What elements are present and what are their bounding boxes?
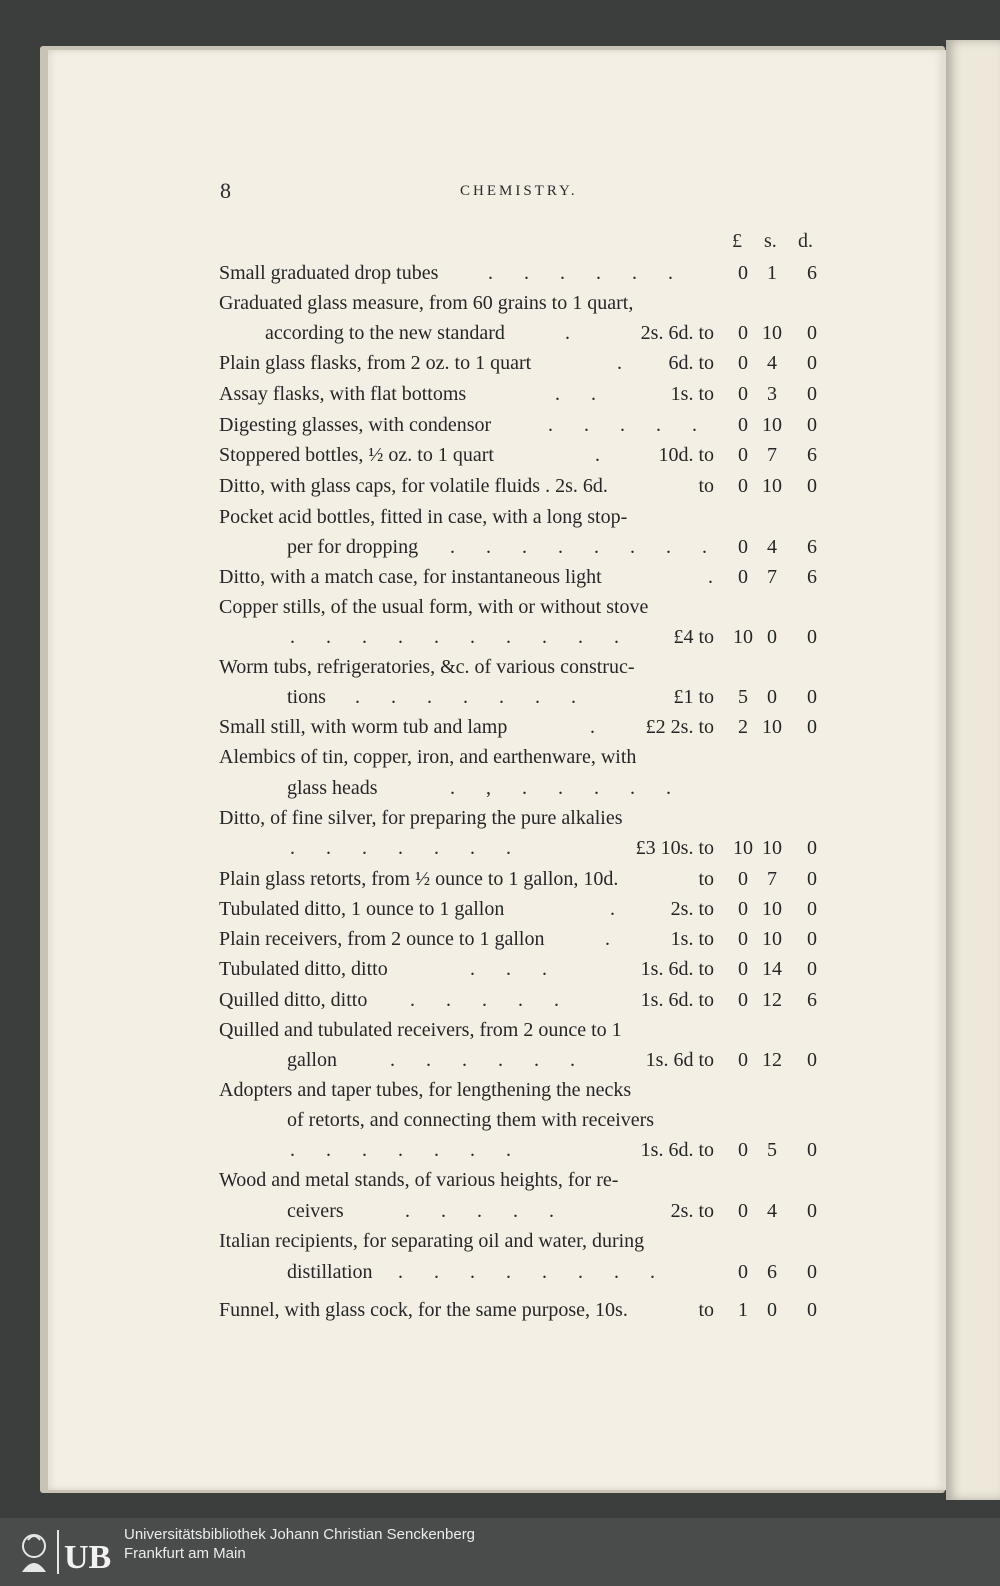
leader-dots: . bbox=[610, 898, 615, 920]
item-description: Stoppered bottles, ½ oz. to 1 quart bbox=[219, 444, 494, 466]
list-item bbox=[0, 837, 1000, 867]
pence-value: 6 bbox=[807, 989, 817, 1011]
shillings-value: 0 bbox=[767, 686, 777, 708]
pence-value: 0 bbox=[807, 958, 817, 980]
pence-value: 0 bbox=[807, 352, 817, 374]
item-description: distillation bbox=[287, 1261, 373, 1283]
list-item bbox=[0, 777, 1000, 807]
leader-dots: . , . . . . . bbox=[450, 777, 671, 799]
price-range: 1s. to bbox=[670, 928, 714, 950]
list-item bbox=[0, 716, 1000, 746]
shillings-value: 3 bbox=[767, 383, 777, 405]
shillings-value: 4 bbox=[767, 1200, 777, 1222]
list-item bbox=[0, 1261, 1000, 1291]
pounds-value: 0 bbox=[738, 1200, 748, 1222]
pounds-value: 0 bbox=[738, 566, 748, 588]
pounds-value: 0 bbox=[738, 536, 748, 558]
shillings-value: 7 bbox=[767, 444, 777, 466]
item-description: Worm tubs, refrigeratories, &c. of various construc- bbox=[219, 656, 635, 678]
pence-value: 0 bbox=[807, 1261, 817, 1283]
list-item bbox=[0, 536, 1000, 566]
list-item bbox=[0, 292, 1000, 322]
library-logo bbox=[8, 1524, 120, 1580]
item-description: Pocket acid bottles, fitted in case, with a long stop- bbox=[219, 506, 628, 528]
pence-value: 0 bbox=[807, 383, 817, 405]
leader-dots: . . . . . bbox=[548, 414, 697, 436]
pounds-value: 0 bbox=[738, 262, 748, 284]
shillings-value: 10 bbox=[762, 716, 782, 738]
shillings-value: 6 bbox=[767, 1261, 777, 1283]
list-item bbox=[0, 352, 1000, 382]
item-description: Tubulated ditto, 1 ounce to 1 gallon bbox=[219, 898, 505, 920]
item-description: Quilled ditto, ditto bbox=[219, 989, 368, 1011]
list-item bbox=[0, 475, 1000, 505]
list-item bbox=[0, 928, 1000, 958]
leader-dots: . . . . . . . . . . bbox=[290, 626, 619, 648]
leader-dots: . bbox=[617, 352, 622, 374]
list-item bbox=[0, 383, 1000, 413]
shillings-value: 7 bbox=[767, 566, 777, 588]
pounds-header: £ bbox=[732, 230, 742, 252]
list-item bbox=[0, 958, 1000, 988]
price-range: 1s. to bbox=[670, 383, 714, 405]
pounds-value: 5 bbox=[738, 686, 748, 708]
price-range: £3 10s. to bbox=[635, 837, 714, 859]
list-item bbox=[0, 1169, 1000, 1199]
pence-value: 0 bbox=[807, 414, 817, 436]
list-item bbox=[0, 989, 1000, 1019]
price-range: £1 to bbox=[673, 686, 714, 708]
item-description: Ditto, with a match case, for instantaneous light bbox=[219, 566, 602, 588]
library-city: Frankfurt am Main bbox=[124, 1545, 246, 1562]
price-range: to bbox=[698, 475, 714, 497]
pence-value: 6 bbox=[807, 262, 817, 284]
leader-dots: . . . . . . . bbox=[290, 837, 511, 859]
item-description: Adopters and taper tubes, for lengthening the necks bbox=[219, 1079, 632, 1101]
pounds-value: 0 bbox=[738, 1049, 748, 1071]
item-description: Plain receivers, from 2 ounce to 1 gallon bbox=[219, 928, 545, 950]
list-item bbox=[0, 1139, 1000, 1169]
pence-value: 0 bbox=[807, 1200, 817, 1222]
shillings-value: 7 bbox=[767, 868, 777, 890]
item-description: Funnel, with glass cock, for the same purpose, 10s. bbox=[219, 1299, 628, 1321]
item-description: of retorts, and connecting them with receivers bbox=[287, 1109, 655, 1131]
shillings-value: 14 bbox=[762, 958, 782, 980]
list-item bbox=[0, 807, 1000, 837]
item-description: Small graduated drop tubes bbox=[219, 262, 439, 284]
item-description: ceivers bbox=[287, 1200, 344, 1222]
pounds-value: 0 bbox=[738, 444, 748, 466]
price-range: to bbox=[698, 868, 714, 890]
pence-value: 0 bbox=[807, 475, 817, 497]
shillings-value: 10 bbox=[762, 475, 782, 497]
list-item bbox=[0, 626, 1000, 656]
item-description: tions bbox=[287, 686, 326, 708]
shillings-value: 10 bbox=[762, 928, 782, 950]
shillings-value: 0 bbox=[767, 626, 777, 648]
item-description: Graduated glass measure, from 60 grains to 1 quart, bbox=[219, 292, 634, 314]
list-item bbox=[0, 596, 1000, 626]
list-item bbox=[0, 1200, 1000, 1230]
leader-dots: . bbox=[605, 928, 610, 950]
item-description: Plain glass flasks, from 2 oz. to 1 quart bbox=[219, 352, 532, 374]
list-item bbox=[0, 1049, 1000, 1079]
leader-dots: . bbox=[595, 444, 600, 466]
pounds-value: 0 bbox=[738, 898, 748, 920]
library-footer bbox=[0, 1518, 1000, 1586]
price-range: 6d. to bbox=[668, 352, 714, 374]
list-item bbox=[0, 868, 1000, 898]
price-range: 2s. to bbox=[670, 898, 714, 920]
pounds-value: 10 bbox=[733, 626, 753, 648]
list-item bbox=[0, 1019, 1000, 1049]
item-description: Quilled and tubulated receivers, from 2 ounce to 1 bbox=[219, 1019, 622, 1041]
leader-dots: . . . . . . bbox=[390, 1049, 575, 1071]
price-range: 2s. 6d. to bbox=[640, 322, 714, 344]
shillings-value: 12 bbox=[762, 989, 782, 1011]
item-description: according to the new standard bbox=[265, 322, 505, 344]
item-description: Assay flasks, with flat bottoms bbox=[219, 383, 467, 405]
leader-dots: . bbox=[708, 566, 713, 588]
list-item bbox=[0, 1299, 1000, 1329]
price-range: £2 2s. to bbox=[645, 716, 714, 738]
pence-value: 0 bbox=[807, 1049, 817, 1071]
item-description: Digesting glasses, with condensor bbox=[219, 414, 492, 436]
shillings-value: 12 bbox=[762, 1049, 782, 1071]
pounds-value: 0 bbox=[738, 352, 748, 374]
price-range: 2s. to bbox=[670, 1200, 714, 1222]
list-item bbox=[0, 322, 1000, 352]
leader-dots: . . . . . bbox=[410, 989, 559, 1011]
leader-dots: . bbox=[565, 322, 570, 344]
item-description: Plain glass retorts, from ½ ounce to 1 gallon, 10d. bbox=[219, 868, 619, 890]
list-item bbox=[0, 566, 1000, 596]
item-description: Copper stills, of the usual form, with or without stove bbox=[219, 596, 649, 618]
item-description: Small still, with worm tub and lamp bbox=[219, 716, 508, 738]
list-item bbox=[0, 656, 1000, 686]
leader-dots: . . bbox=[555, 383, 596, 405]
shillings-value: 5 bbox=[767, 1139, 777, 1161]
item-description: glass heads bbox=[287, 777, 378, 799]
shillings-value: 10 bbox=[762, 322, 782, 344]
pence-value: 6 bbox=[807, 566, 817, 588]
list-item bbox=[0, 1079, 1000, 1109]
shillings-value: 4 bbox=[767, 352, 777, 374]
price-range: 1s. 6d. to bbox=[640, 1139, 714, 1161]
list-item bbox=[0, 1230, 1000, 1260]
pounds-value: 1 bbox=[738, 1299, 748, 1321]
pence-value: 0 bbox=[807, 322, 817, 344]
pence-value: 0 bbox=[807, 868, 817, 890]
item-description: Ditto, with glass caps, for volatile fluids . 2s. 6d. bbox=[219, 475, 608, 497]
shillings-value: 0 bbox=[767, 1299, 777, 1321]
shillings-header: s. bbox=[764, 230, 777, 252]
pence-value: 0 bbox=[807, 1139, 817, 1161]
pence-value: 0 bbox=[807, 837, 817, 859]
list-item bbox=[0, 444, 1000, 474]
running-head: CHEMISTRY. bbox=[460, 183, 578, 199]
logo-text: UB bbox=[64, 1539, 112, 1576]
pence-value: 6 bbox=[807, 536, 817, 558]
page-number: 8 bbox=[220, 178, 231, 203]
shillings-value: 1 bbox=[767, 262, 777, 284]
pounds-value: 0 bbox=[738, 1261, 748, 1283]
shillings-value: 10 bbox=[762, 414, 782, 436]
item-description: Wood and metal stands, of various heights, for re- bbox=[219, 1169, 619, 1191]
item-description: per for dropping bbox=[287, 536, 419, 558]
list-item bbox=[0, 686, 1000, 716]
list-item bbox=[0, 262, 1000, 292]
pence-value: 6 bbox=[807, 444, 817, 466]
leader-dots: . . . . . . . bbox=[290, 1139, 511, 1161]
price-range: £4 to bbox=[673, 626, 714, 648]
price-range: 1s. 6d to bbox=[645, 1049, 714, 1071]
pounds-value: 0 bbox=[738, 989, 748, 1011]
pence-header: d. bbox=[798, 230, 813, 252]
pence-value: 0 bbox=[807, 1299, 817, 1321]
leader-dots: . . . . . . . bbox=[355, 686, 576, 708]
pounds-value: 2 bbox=[738, 716, 748, 738]
list-item bbox=[0, 1109, 1000, 1139]
pounds-value: 0 bbox=[738, 928, 748, 950]
pounds-value: 0 bbox=[738, 868, 748, 890]
pence-value: 0 bbox=[807, 686, 817, 708]
pounds-value: 0 bbox=[738, 414, 748, 436]
list-item bbox=[0, 506, 1000, 536]
leader-dots: . . . . . . . . bbox=[450, 536, 707, 558]
leader-dots: . . . . . . bbox=[488, 262, 673, 284]
item-description: Ditto, of fine silver, for preparing the pure alkalies bbox=[219, 807, 623, 829]
leader-dots: . bbox=[590, 716, 595, 738]
item-description: Italian recipients, for separating oil and water, during bbox=[219, 1230, 645, 1252]
price-range: 1s. 6d. to bbox=[640, 958, 714, 980]
pounds-value: 0 bbox=[738, 1139, 748, 1161]
pounds-value: 0 bbox=[738, 322, 748, 344]
pounds-value: 0 bbox=[738, 383, 748, 405]
leader-dots: . . . bbox=[470, 958, 547, 980]
pence-value: 0 bbox=[807, 716, 817, 738]
library-name: Universitätsbibliothek Johann Christian Senckenberg bbox=[124, 1526, 476, 1543]
price-range: 1s. 6d. to bbox=[640, 989, 714, 1011]
list-item bbox=[0, 414, 1000, 444]
list-item bbox=[0, 746, 1000, 776]
item-description: Alembics of tin, copper, iron, and earthenware, with bbox=[219, 746, 637, 768]
item-description: gallon bbox=[287, 1049, 337, 1071]
leader-dots: . . . . . . . . bbox=[398, 1261, 655, 1283]
shillings-value: 10 bbox=[762, 837, 782, 859]
pence-value: 0 bbox=[807, 898, 817, 920]
shillings-value: 10 bbox=[762, 898, 782, 920]
price-range: to bbox=[698, 1299, 714, 1321]
pounds-value: 0 bbox=[738, 958, 748, 980]
shillings-value: 4 bbox=[767, 536, 777, 558]
item-description: Tubulated ditto, ditto bbox=[219, 958, 388, 980]
price-range: 10d. to bbox=[658, 444, 714, 466]
pence-value: 0 bbox=[807, 626, 817, 648]
list-item bbox=[0, 898, 1000, 928]
pounds-value: 0 bbox=[738, 475, 748, 497]
leader-dots: . . . . . bbox=[405, 1200, 554, 1222]
pence-value: 0 bbox=[807, 928, 817, 950]
pounds-value: 10 bbox=[733, 837, 753, 859]
